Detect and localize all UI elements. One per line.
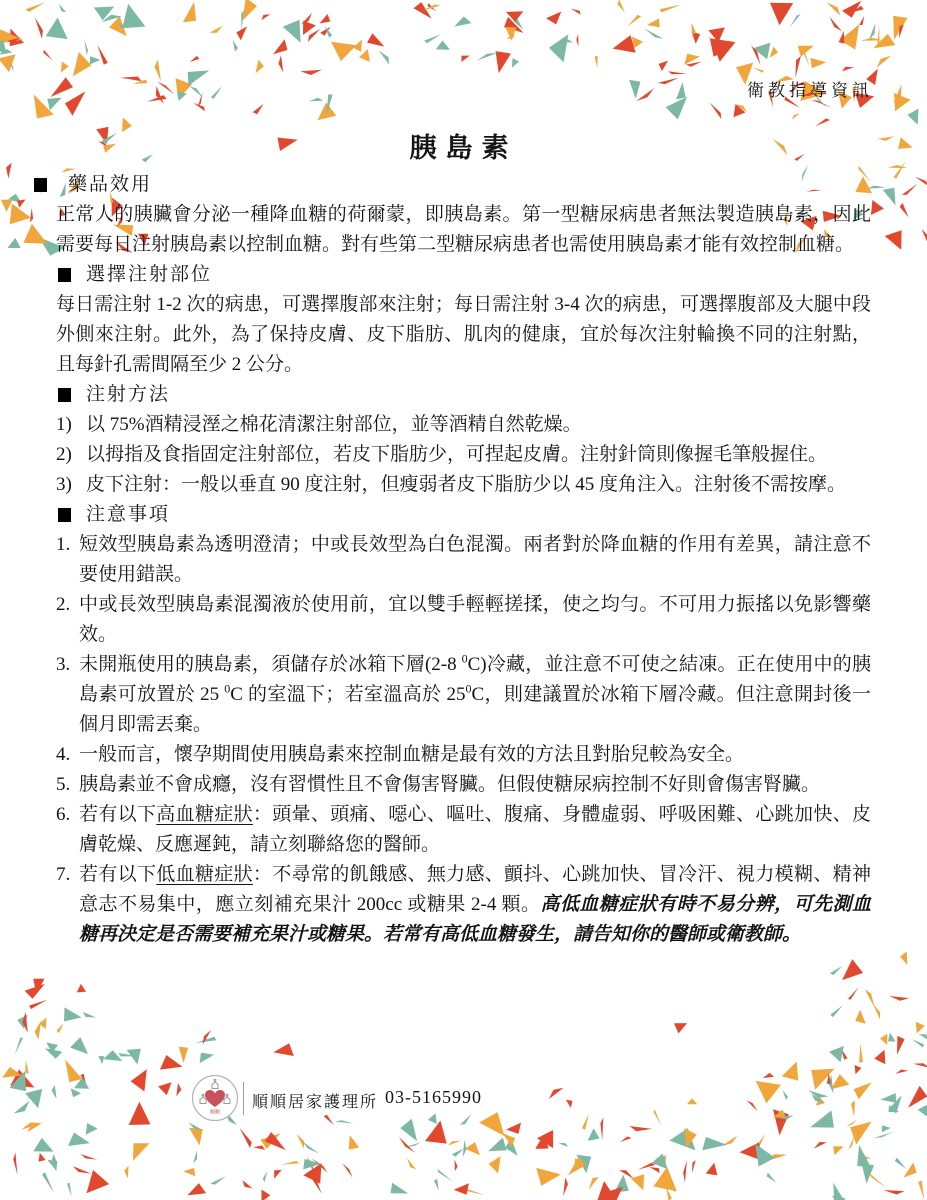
confetti-triangle xyxy=(895,1158,907,1170)
confetti-triangle xyxy=(919,1034,927,1040)
confetti-triangle xyxy=(77,984,86,993)
list-item: 1. 短效型胰島素為透明澄清；中或長效型為白色混濁。兩者對於降血糖的作用有差異，請注意不要使用錯誤。 xyxy=(56,530,871,590)
confetti-triangle xyxy=(318,103,337,121)
confetti-triangle xyxy=(155,60,161,82)
section-bullet-icon xyxy=(34,178,47,192)
confetti-triangle xyxy=(833,1183,846,1200)
confetti-triangle xyxy=(273,39,287,54)
confetti-triangle xyxy=(179,1047,189,1063)
confetti-triangle xyxy=(68,1133,90,1147)
confetti-triangle xyxy=(830,1005,842,1017)
confetti-triangle xyxy=(683,1160,687,1183)
confetti-triangle xyxy=(261,14,270,20)
confetti-triangle xyxy=(454,1183,469,1195)
confetti-triangle xyxy=(399,1137,415,1153)
confetti-triangle xyxy=(636,88,654,101)
confetti-triangle xyxy=(156,86,164,104)
confetti-triangle xyxy=(57,1023,64,1033)
confetti-triangle xyxy=(454,16,471,26)
confetti-triangle xyxy=(23,1012,28,1033)
confetti-triangle xyxy=(753,67,764,72)
confetti-triangle xyxy=(859,1043,863,1063)
confetti-triangle xyxy=(916,1022,925,1033)
confetti-triangle xyxy=(81,1154,98,1160)
item-marker: 1) xyxy=(56,414,72,435)
item-marker: 3. xyxy=(56,654,71,675)
confetti-triangle xyxy=(279,55,284,72)
confetti-triangle xyxy=(424,34,441,43)
confetti-triangle xyxy=(723,1136,738,1146)
confetti-triangle xyxy=(83,1012,97,1018)
confetti-triangle xyxy=(262,1190,271,1200)
confetti-triangle xyxy=(904,1163,917,1178)
confetti-triangle xyxy=(873,1004,880,1020)
confetti-triangle xyxy=(133,1143,150,1161)
section-bullet-icon xyxy=(58,388,71,402)
confetti-triangle xyxy=(870,1173,887,1187)
confetti-triangle xyxy=(160,1055,183,1070)
confetti-triangle xyxy=(830,966,842,975)
list-item: 3. 未開瓶使用的胰島素，須儲存於冰箱下層(2-8 $^0$C)冷藏，並注意不可使之結凍。正在使用中的胰島素可放置於 25 $^0$C 的室溫下；若室溫高於 $25^0C$，則建議置於冰箱下層冷藏。但注意開封後一個月即需丟棄。 xyxy=(56,651,871,735)
confetti-triangle xyxy=(188,70,210,86)
confetti-triangle xyxy=(888,1033,896,1042)
confetti-triangle xyxy=(505,27,516,41)
confetti-triangle xyxy=(73,52,91,76)
confetti-triangle xyxy=(465,1142,480,1155)
confetti-triangle xyxy=(619,1170,634,1179)
confetti-triangle xyxy=(658,78,679,85)
confetti-triangle xyxy=(65,91,85,115)
section-precautions xyxy=(56,500,871,950)
confetti-triangle xyxy=(668,71,687,74)
confetti-triangle xyxy=(795,56,801,78)
confetti-triangle xyxy=(898,137,912,149)
confetti-triangle xyxy=(84,40,88,55)
section-heading-label: 注意事項 xyxy=(86,504,171,525)
confetti-triangle xyxy=(73,1166,92,1174)
confetti-triangle xyxy=(29,1000,47,1009)
confetti-triangle xyxy=(1,200,13,212)
confetti-triangle xyxy=(210,26,223,33)
clinic-logo heart-houses-icon xyxy=(191,1074,239,1122)
section-heading-label: 注射方法 xyxy=(86,384,171,405)
confetti-triangle xyxy=(922,229,927,245)
confetti-triangle xyxy=(46,18,68,40)
logo-divider xyxy=(243,1082,244,1115)
confetti-triangle xyxy=(767,1172,777,1182)
confetti-triangle xyxy=(200,1053,214,1064)
confetti-triangle xyxy=(407,1158,416,1169)
confetti-triangle xyxy=(865,989,875,1007)
confetti-triangle xyxy=(211,86,222,99)
section-heading xyxy=(58,380,871,410)
confetti-triangle xyxy=(874,1132,894,1138)
confetti-triangle xyxy=(883,188,896,206)
page-title: 胰島素 xyxy=(409,133,518,163)
confetti-triangle xyxy=(67,1183,72,1197)
confetti-triangle xyxy=(589,1177,599,1190)
logo-caption: 順順 xyxy=(209,1110,221,1116)
confetti-triangle xyxy=(42,1172,54,1193)
confetti-triangle xyxy=(35,1020,42,1039)
confetti-triangle xyxy=(871,200,884,215)
confetti-triangle xyxy=(263,1171,268,1182)
list-item: 2) 以拇指及食指固定注射部位，若皮下脂肪少，可捏起皮膚。注射針筒則像握毛筆般握住。 xyxy=(56,440,871,470)
confetti-triangle xyxy=(33,1138,53,1152)
confetti-triangle xyxy=(649,1167,659,1173)
document-body xyxy=(56,170,871,950)
item-marker: 4. xyxy=(56,744,71,765)
confetti-triangle xyxy=(297,1134,305,1149)
confetti-triangle xyxy=(848,1135,854,1150)
confetti-triangle xyxy=(829,1046,844,1062)
confetti-triangle xyxy=(26,3,45,12)
confetti-triangle xyxy=(87,1170,110,1193)
confetti-triangle xyxy=(644,28,663,38)
list-item: 2. 中或長效型胰島素混濁液於使用前，宜以雙手輕輕搓揉，使之均勻。不可用力振搖以免影響藥效。 xyxy=(56,590,871,650)
confetti-triangle xyxy=(17,200,26,208)
confetti-triangle xyxy=(256,60,264,74)
confetti-triangle xyxy=(177,92,187,101)
confetti-triangle xyxy=(120,77,142,82)
confetti-triangle xyxy=(25,984,45,999)
confetti-triangle xyxy=(283,20,301,43)
section-bullet-icon xyxy=(58,508,71,522)
confetti-triangle xyxy=(546,12,561,25)
confetti-triangle xyxy=(833,1146,843,1155)
confetti-triangle xyxy=(127,1049,141,1065)
confetti-triangle xyxy=(869,23,876,40)
confetti-triangle xyxy=(157,82,174,95)
confetti-triangle xyxy=(897,1036,905,1055)
confetti-triangle xyxy=(848,987,859,1000)
confetti-triangle xyxy=(240,1128,252,1148)
paragraph: 每日需注射 1-2 次的病患，可選擇腹部來注射；每日需注射 3-4 次的病患，可選擇腹部及大腿中段外側來注射。此外，為了保持皮膚、皮下脂肪、肌肉的健康，宜於每次注射輪換不同的注射點，且每針孔需間隔至少 2 公分。 xyxy=(56,294,871,375)
section-heading-label: 選擇注射部位 xyxy=(86,264,213,285)
corner-label: 衛教指導資訊 xyxy=(747,81,873,100)
confetti-triangle xyxy=(489,1156,501,1173)
confetti-triangle xyxy=(855,1010,866,1024)
confetti-triangle xyxy=(496,51,511,73)
confetti-triangle xyxy=(900,203,909,218)
confetti-triangle xyxy=(790,14,801,27)
confetti-triangle xyxy=(70,1037,88,1054)
confetti-triangle xyxy=(770,3,793,25)
list-item: 5. 胰島素並不會成癮，沒有習慣性且不會傷害腎臟。但假使糖尿病控制不好則會傷害腎臟。 xyxy=(56,770,871,800)
confetti-triangle xyxy=(448,1141,461,1146)
section-heading xyxy=(58,500,871,530)
confetti-triangle xyxy=(349,1135,360,1149)
confetti-triangle xyxy=(301,70,323,75)
confetti-triangle xyxy=(702,1137,727,1150)
confetti-triangle xyxy=(907,109,918,125)
confetti-triangle xyxy=(888,165,907,168)
confetti-triangle xyxy=(676,82,686,99)
emphasis-warning: 高低血糖症狀有時不易分辨，可先測血糖再決定是否需要補充果汁或糖果。若常有高低血糖發生，請告知你的醫師或衛教師。 xyxy=(79,894,871,945)
confetti-triangle xyxy=(193,1150,197,1163)
confetti-triangle xyxy=(461,56,469,62)
confetti-triangle xyxy=(10,204,31,225)
confetti-triangle xyxy=(899,24,904,38)
confetti-triangle xyxy=(830,17,843,32)
confetti-triangle xyxy=(64,1007,82,1021)
confetti-triangle xyxy=(842,67,854,72)
confetti-triangle xyxy=(253,104,264,114)
confetti-triangle xyxy=(39,1153,46,1162)
confetti-triangle xyxy=(367,33,384,46)
confetti-triangle xyxy=(98,1056,104,1065)
confetti-triangle xyxy=(666,97,688,120)
confetti-triangle xyxy=(770,47,778,58)
clinic-name: 順順居家護理所 xyxy=(252,1094,379,1111)
confetti-triangle xyxy=(273,1043,294,1056)
confetti-triangle xyxy=(617,0,625,13)
confetti-triangle xyxy=(47,1160,57,1171)
confetti-triangle xyxy=(810,58,826,69)
item-marker: 7. xyxy=(56,864,71,885)
confetti-triangle xyxy=(379,51,389,65)
confetti-triangle xyxy=(35,17,43,38)
paragraph: 正常人的胰臟會分泌一種降血糖的荷爾蒙，即胰島素。第一型糖尿病患者無法製造胰島素，因此需要每日注射胰島素以控制血糖。對有些第二型糖尿病患者也需使用胰島素才能有效控制血糖。 xyxy=(56,204,871,255)
confetti-triangle xyxy=(839,31,845,44)
section-heading-label: 藥品效用 xyxy=(68,174,153,195)
confetti-triangle xyxy=(878,136,894,141)
list-item: 7. 若有以下低血糖症狀：不尋常的飢餓感、無力感、顫抖、心跳加快、冒冷汗、視力模糊、精神意志不易集中，應立刻補充果汁 200cc 或糖果 2-4 顆。高低血糖症狀有時不易分辨，可先測血糖再決定是否需要補充果汁或糖果。若常有高低血糖發生，請告知你的醫師或衛教師。 xyxy=(56,860,871,950)
confetti-triangle xyxy=(455,1159,458,1171)
confetti-triangle xyxy=(706,1163,718,1176)
confetti-triangle xyxy=(61,62,69,73)
confetti-triangle xyxy=(913,1063,927,1068)
confetti-triangle xyxy=(692,1160,696,1173)
confetti-triangle xyxy=(122,4,145,28)
confetti-triangle xyxy=(877,56,892,68)
confetti-triangle xyxy=(889,996,909,1001)
confetti-triangle xyxy=(210,1176,226,1185)
item-marker: 2. xyxy=(56,594,71,615)
confetti-triangle xyxy=(912,1039,924,1047)
confetti-triangle xyxy=(595,56,598,69)
confetti-triangle xyxy=(320,14,331,24)
clinic-phone: 03-5165990 xyxy=(385,1087,482,1107)
confetti-triangle xyxy=(900,951,907,964)
confetti-triangle xyxy=(660,5,682,13)
section-heading xyxy=(34,170,871,200)
confetti-triangle xyxy=(647,18,660,27)
list-item: 3) 皮下注射：一般以垂直 90 度注射，但瘦弱者皮下脂肪少以 45 度角注入。注射後不需按摩。 xyxy=(56,470,871,500)
confetti-triangle xyxy=(880,1034,887,1045)
confetti-triangle xyxy=(6,163,12,179)
confetti-triangle xyxy=(274,1170,281,1179)
confetti-triangle xyxy=(559,1143,568,1147)
confetti-triangle xyxy=(308,29,320,42)
list-item: 1) 以 75%酒精浸溼之棉花清潔注射部位，並等酒精自然乾燥。 xyxy=(56,410,871,440)
confetti-triangle xyxy=(861,38,884,41)
confetti-triangle xyxy=(47,98,61,111)
confetti-triangle xyxy=(862,1164,875,1184)
confetti-triangle xyxy=(877,25,879,48)
confetti-triangle xyxy=(629,80,640,99)
confetti-triangle xyxy=(97,45,107,65)
section-heading xyxy=(58,260,871,290)
underlined-term: 低血糖症狀 xyxy=(156,864,253,885)
confetti-triangle xyxy=(885,230,902,250)
confetti-triangle xyxy=(436,41,450,50)
confetti-triangle xyxy=(477,53,497,61)
confetti-triangle xyxy=(918,1181,924,1200)
confetti-triangle xyxy=(90,56,101,64)
confetti-triangle xyxy=(659,61,668,72)
confetti-triangle xyxy=(309,98,324,102)
confetti-triangle xyxy=(183,1168,195,1176)
confetti-triangle xyxy=(103,1050,122,1061)
confetti-triangle xyxy=(282,1161,300,1165)
confetti-triangle xyxy=(549,34,569,62)
confetti-triangle xyxy=(874,1050,885,1065)
confetti-triangle xyxy=(331,42,356,61)
item-marker: 5. xyxy=(56,774,71,795)
confetti-triangle xyxy=(915,177,927,187)
item-marker: 3) xyxy=(56,474,72,495)
confetti-triangle xyxy=(588,1128,600,1141)
confetti-triangle xyxy=(189,1128,203,1146)
list-item: 4. 一般而言，懷孕期間使用胰島素來控制血糖是最有效的方法且對胎兒較為安全。 xyxy=(56,740,871,770)
confetti-triangle xyxy=(183,2,196,23)
confetti-triangle xyxy=(536,1168,561,1186)
confetti-triangle xyxy=(243,0,257,21)
confetti-triangle xyxy=(13,1152,17,1175)
confetti-triangle xyxy=(792,113,800,120)
confetti-triangle xyxy=(814,1142,827,1149)
confetti-triangle xyxy=(253,1145,265,1150)
confetti-triangle xyxy=(437,1169,453,1182)
item-marker: 2) xyxy=(56,444,72,465)
confetti-triangle xyxy=(710,103,722,120)
section-injection-site xyxy=(56,260,871,380)
confetti-triangle xyxy=(124,1166,128,1179)
confetti-triangle xyxy=(842,959,863,980)
confetti-triangle xyxy=(24,224,48,244)
confetti-triangle xyxy=(59,4,66,12)
underlined-term: 高血糖症狀 xyxy=(156,804,253,825)
confetti-triangle xyxy=(241,10,244,31)
confetti-triangle xyxy=(755,1144,775,1167)
confetti-triangle xyxy=(236,26,247,40)
confetti-triangle xyxy=(468,1189,486,1195)
confetti-triangle xyxy=(620,1136,632,1142)
confetti-triangle xyxy=(203,1030,211,1045)
confetti-triangle xyxy=(512,58,519,68)
confetti-triangle xyxy=(571,9,581,15)
confetti-triangle xyxy=(43,50,52,61)
confetti-triangle xyxy=(7,238,20,248)
confetti-triangle xyxy=(302,1141,319,1154)
item-marker: 1. xyxy=(56,534,71,555)
confetti-triangle xyxy=(434,1179,439,1191)
section-bullet-icon xyxy=(58,268,71,282)
confetti-triangle xyxy=(902,184,918,195)
confetti-triangle xyxy=(391,1183,409,1194)
section-drug-effect xyxy=(56,170,871,260)
confetti-triangle xyxy=(631,1174,644,1190)
footer xyxy=(0,1072,927,1128)
confetti-triangle xyxy=(488,1138,506,1152)
section-injection-method xyxy=(56,380,871,500)
list-item: 6. 若有以下高血糖症狀：頭暈、頭痛、噁心、嘔吐、腹痛、身體虛弱、呼吸困難、心跳加快、皮膚乾燥、反應遲鈍，請立刻聯絡您的醫師。 xyxy=(56,800,871,860)
confetti-triangle xyxy=(15,1038,23,1056)
confetti-triangle xyxy=(51,77,73,97)
confetti-triangle xyxy=(576,34,578,47)
confetti-triangle xyxy=(826,2,840,15)
confetti-triangle xyxy=(883,1190,904,1194)
confetti-triangle xyxy=(894,93,911,111)
confetti-triangle xyxy=(563,1178,568,1197)
confetti-triangle xyxy=(342,1163,352,1178)
confetti-triangle xyxy=(859,16,864,25)
confetti-triangle xyxy=(242,1180,252,1188)
confetti-triangle xyxy=(190,56,200,62)
confetti-triangle xyxy=(674,1023,687,1033)
confetti-triangle xyxy=(628,15,642,26)
confetti-triangle xyxy=(30,208,33,223)
confetti-triangle xyxy=(873,34,895,49)
confetti-triangle xyxy=(452,1149,464,1157)
confetti-triangle xyxy=(894,161,906,179)
item-marker: 6. xyxy=(56,804,71,825)
confetti-triangle xyxy=(187,1183,206,1195)
confetti-triangle xyxy=(233,40,238,52)
confetti-triangle xyxy=(190,87,203,98)
